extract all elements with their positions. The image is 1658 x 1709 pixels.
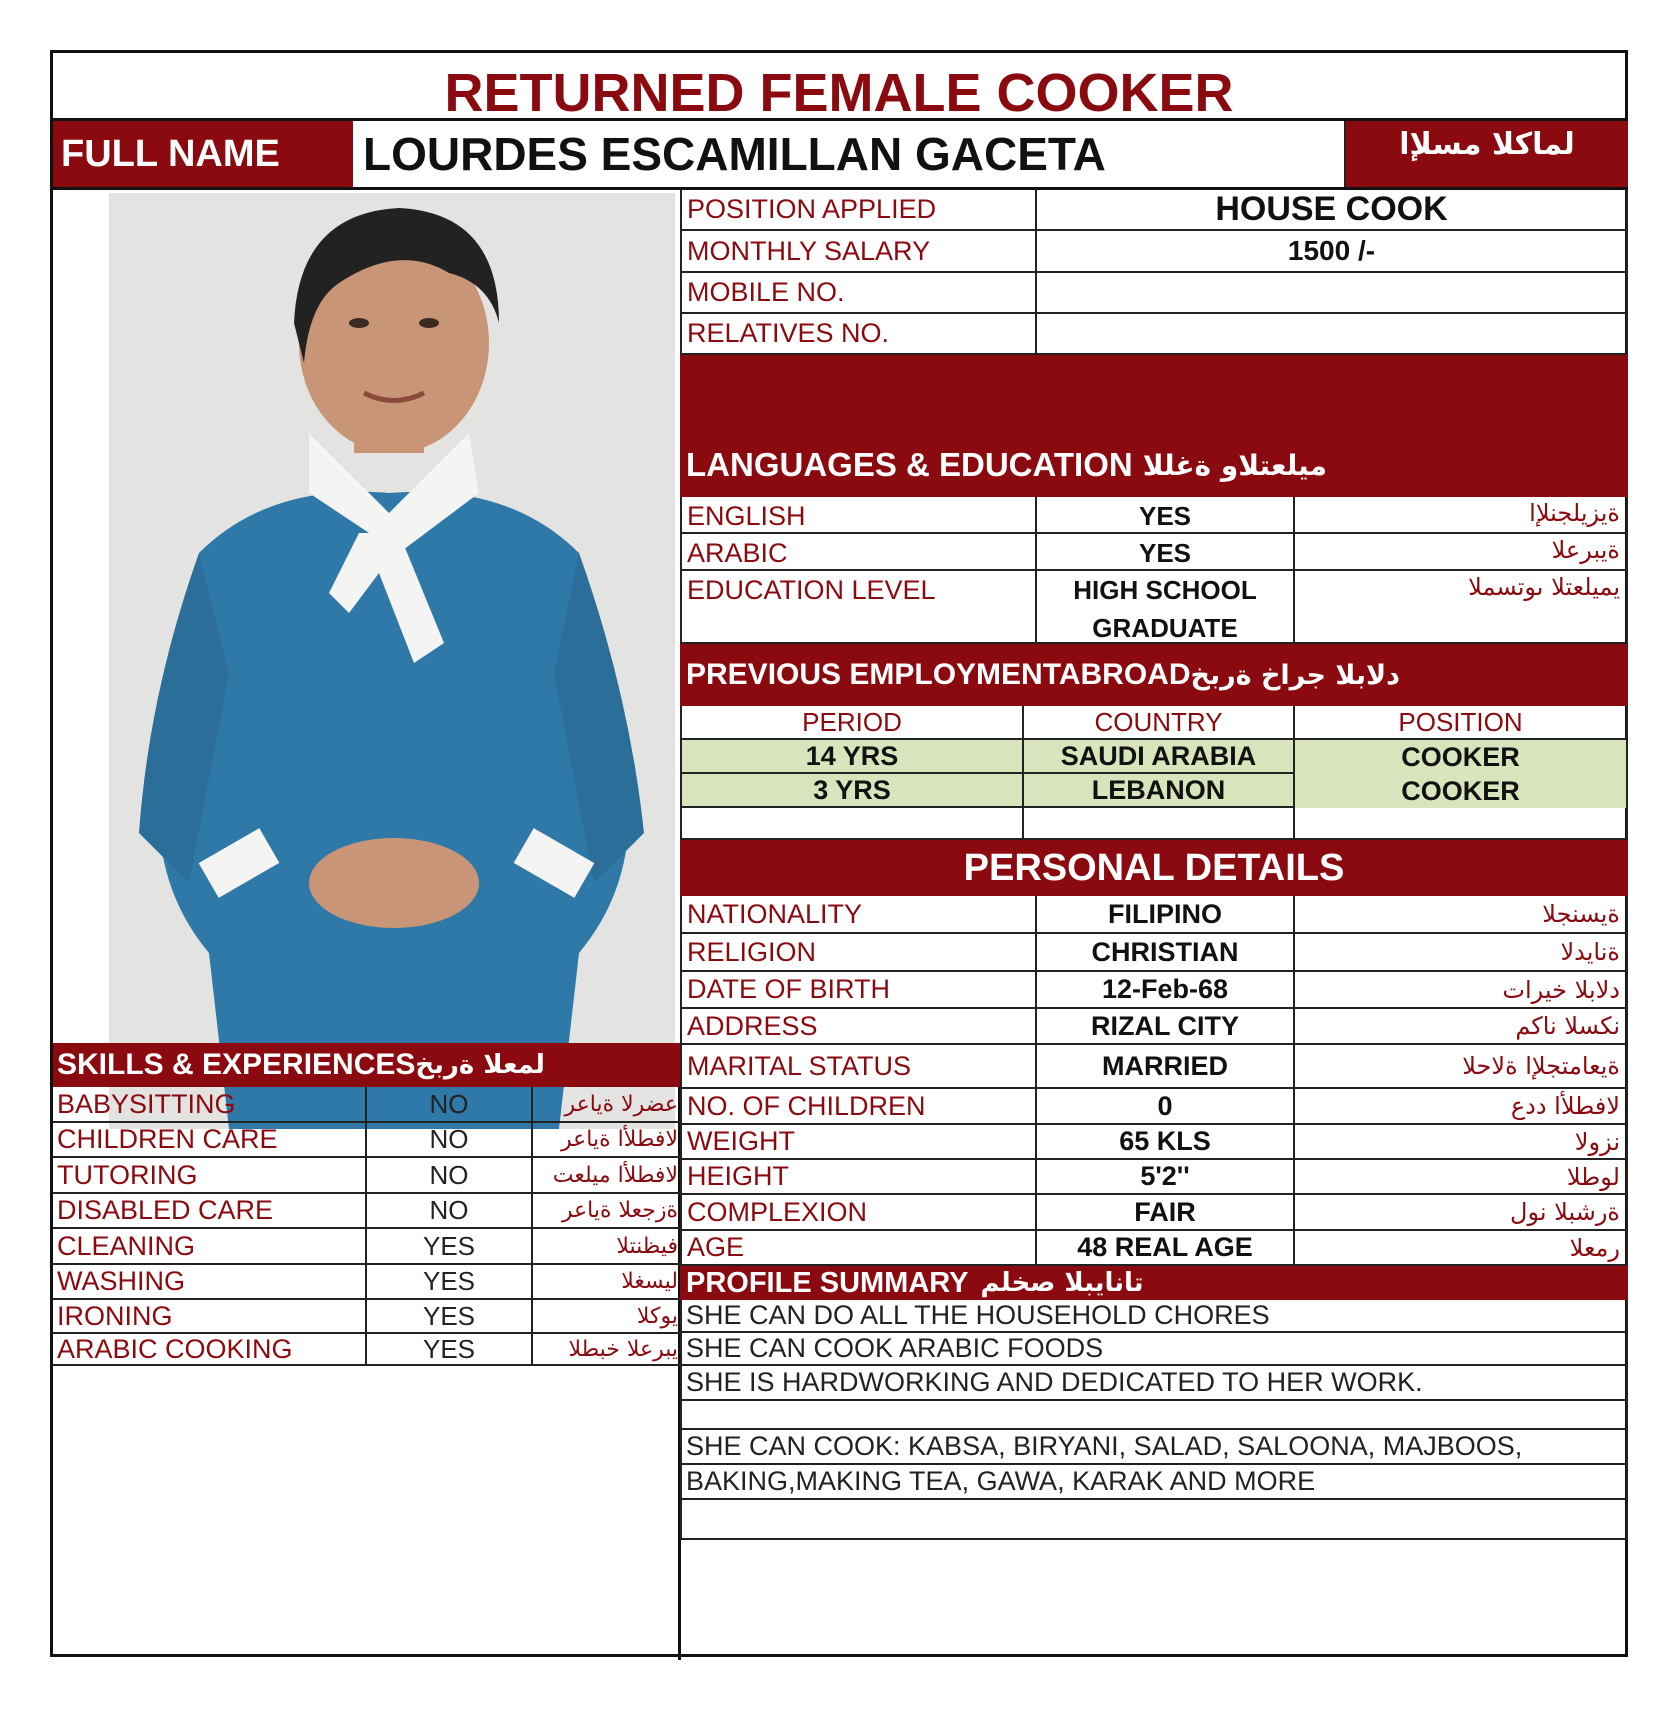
personal-value: 5'2'' (1037, 1160, 1295, 1195)
personal-arabic: دلابلا خيرات (1295, 972, 1628, 1009)
personal-header: PERSONAL DETAILS (680, 840, 1628, 896)
personal-label: HEIGHT (680, 1160, 1037, 1195)
personal-value: 12-Feb-68 (1037, 972, 1295, 1009)
job-label: MONTHLY SALARY (680, 231, 1037, 273)
personal-arabic: ةيعامتجلإا ةلاحلا (1295, 1045, 1628, 1089)
personal-label: NO. OF CHILDREN (680, 1089, 1037, 1125)
personal-label: MARITAL STATUS (680, 1045, 1037, 1089)
skill-value: YES (367, 1334, 533, 1366)
personal-arabic: ةيسنجلا (1295, 896, 1628, 934)
cv-sheet (50, 50, 1628, 1657)
profile-line (680, 1401, 1628, 1430)
language-value: YES (1037, 534, 1295, 571)
skill-arabic: يوكلا (533, 1300, 680, 1334)
skill-arabic: فيظنتلا (533, 1229, 680, 1265)
profile-header-arabic: تانايبلا صخلم (980, 1268, 1144, 1298)
personal-value: FILIPINO (1037, 896, 1295, 934)
skill-arabic: لافطلأا ةياعر (533, 1123, 680, 1158)
skill-label: IRONING (53, 1300, 367, 1334)
languages-header-text: LANGUAGES & EDUCATION (686, 446, 1133, 483)
full-name-label: FULL NAME (53, 121, 353, 187)
skill-arabic: عضرلا ةياعر (533, 1087, 680, 1123)
skill-arabic: لافطلأا ميلعت (533, 1158, 680, 1194)
personal-label: DATE OF BIRTH (680, 972, 1037, 1009)
personal-label: COMPLEXION (680, 1195, 1037, 1231)
profile-empty-line (680, 1500, 1628, 1540)
personal-label: ADDRESS (680, 1009, 1037, 1045)
language-arabic: ةيبرعلا (1295, 534, 1628, 571)
job-label: RELATIVES NO. (680, 314, 1037, 355)
personal-value: 65 KLS (1037, 1125, 1295, 1160)
skill-value: NO (367, 1194, 533, 1229)
full-name-value: LOURDES ESCAMILLAN GACETA (353, 121, 1346, 187)
personal-label: WEIGHT (680, 1125, 1037, 1160)
red-band (680, 355, 1628, 433)
skill-arabic: يبرعلا خبطلا (533, 1334, 680, 1366)
profile-line: SHE CAN COOK ARABIC FOODS (680, 1333, 1628, 1366)
employment-header (680, 644, 1628, 706)
employment-cell: LEBANON (1024, 774, 1295, 808)
language-label: ENGLISH (680, 497, 1037, 534)
full-name-arabic: لماكلا مسلإا (1346, 121, 1628, 187)
profile-line: SHE CAN COOK: KABSA, BIRYANI, SALAD, SALOONA, MAJBOOS, (680, 1430, 1628, 1465)
language-label: EDUCATION LEVEL (680, 571, 1037, 644)
employment-column-header: COUNTRY (1024, 706, 1295, 740)
profile-header (680, 1266, 1628, 1300)
skill-label: CLEANING (53, 1229, 367, 1265)
skills-header (53, 1043, 680, 1087)
language-arabic: ةيزيلجنلإا (1295, 497, 1628, 534)
employment-header-text: PREVIOUS EMPLOYMENTABROAD (686, 658, 1191, 691)
skill-label: DISABLED CARE (53, 1194, 367, 1229)
personal-arabic: نزولا (1295, 1125, 1628, 1160)
employment-cell: 14 YRS (680, 740, 1024, 774)
personal-label: NATIONALITY (680, 896, 1037, 934)
personal-arabic: نكسلا ناكم (1295, 1009, 1628, 1045)
personal-value: 48 REAL AGE (1037, 1231, 1295, 1266)
personal-arabic: ةرشبلا نول (1295, 1195, 1628, 1231)
employment-cell: 3 YRS (680, 774, 1024, 808)
personal-value: MARRIED (1037, 1045, 1295, 1089)
job-value: HOUSE COOK (1037, 190, 1628, 231)
skill-value: NO (367, 1123, 533, 1158)
skill-label: ARABIC COOKING (53, 1334, 367, 1366)
languages-header (680, 433, 1628, 497)
profile-header-text: PROFILE SUMMARY (686, 1266, 969, 1299)
personal-value: FAIR (1037, 1195, 1295, 1231)
skill-label: BABYSITTING (53, 1087, 367, 1123)
employment-empty-cell (1024, 808, 1295, 840)
skills-header-arabic: لمعلا ةربخ (415, 1050, 545, 1080)
personal-value: 0 (1037, 1089, 1295, 1125)
employment-header-arabic: دلابلا جراخ ةربخ (1190, 659, 1400, 691)
job-value (1037, 273, 1628, 314)
employment-cell: COOKER (1295, 740, 1628, 774)
skill-value: NO (367, 1087, 533, 1123)
employment-empty-cell (1295, 808, 1628, 840)
job-value: 1500 /- (1037, 231, 1628, 273)
personal-value: CHRISTIAN (1037, 934, 1295, 972)
employment-cell: SAUDI ARABIA (1024, 740, 1295, 774)
skill-value: YES (367, 1300, 533, 1334)
employment-column-header: POSITION (1295, 706, 1628, 740)
profile-line: SHE CAN DO ALL THE HOUSEHOLD CHORES (680, 1300, 1628, 1333)
skill-arabic: ةزجعلا ةياعر (533, 1194, 680, 1229)
personal-value: RIZAL CITY (1037, 1009, 1295, 1045)
candidate-photo (109, 193, 675, 1129)
profile-line: BAKING,MAKING TEA, GAWA, KARAK AND MORE (680, 1465, 1628, 1500)
skill-label: WASHING (53, 1265, 367, 1300)
skill-value: YES (367, 1265, 533, 1300)
personal-label: AGE (680, 1231, 1037, 1266)
job-label: POSITION APPLIED (680, 190, 1037, 231)
personal-arabic: لافطلأا ددع (1295, 1089, 1628, 1125)
employment-cell: COOKER (1295, 774, 1628, 808)
skill-value: NO (367, 1158, 533, 1194)
language-arabic: يميلعتلا ىوتسملا (1295, 571, 1628, 644)
employment-column-header: PERIOD (680, 706, 1024, 740)
language-value: YES (1037, 497, 1295, 534)
skills-header-text: SKILLS & EXPERIENCES (57, 1048, 416, 1081)
page-title: RETURNED FEMALE COOKER (53, 53, 1625, 121)
profile-line: SHE IS HARDWORKING AND DEDICATED TO HER WORK. (680, 1366, 1628, 1401)
personal-arabic: ةنايدلا (1295, 934, 1628, 972)
skill-label: TUTORING (53, 1158, 367, 1194)
skill-label: CHILDREN CARE (53, 1123, 367, 1158)
personal-label: RELIGION (680, 934, 1037, 972)
languages-header-arabic: ميلعتلاو ةغللا (1142, 448, 1327, 482)
employment-empty-cell (680, 808, 1024, 840)
personal-arabic: لوطلا (1295, 1160, 1628, 1195)
language-value: HIGH SCHOOL GRADUATE (1037, 571, 1295, 644)
job-label: MOBILE NO. (680, 273, 1037, 314)
language-label: ARABIC (680, 534, 1037, 571)
personal-arabic: رمعلا (1295, 1231, 1628, 1266)
skill-value: YES (367, 1229, 533, 1265)
job-value (1037, 314, 1628, 355)
skill-arabic: ليسغلا (533, 1265, 680, 1300)
